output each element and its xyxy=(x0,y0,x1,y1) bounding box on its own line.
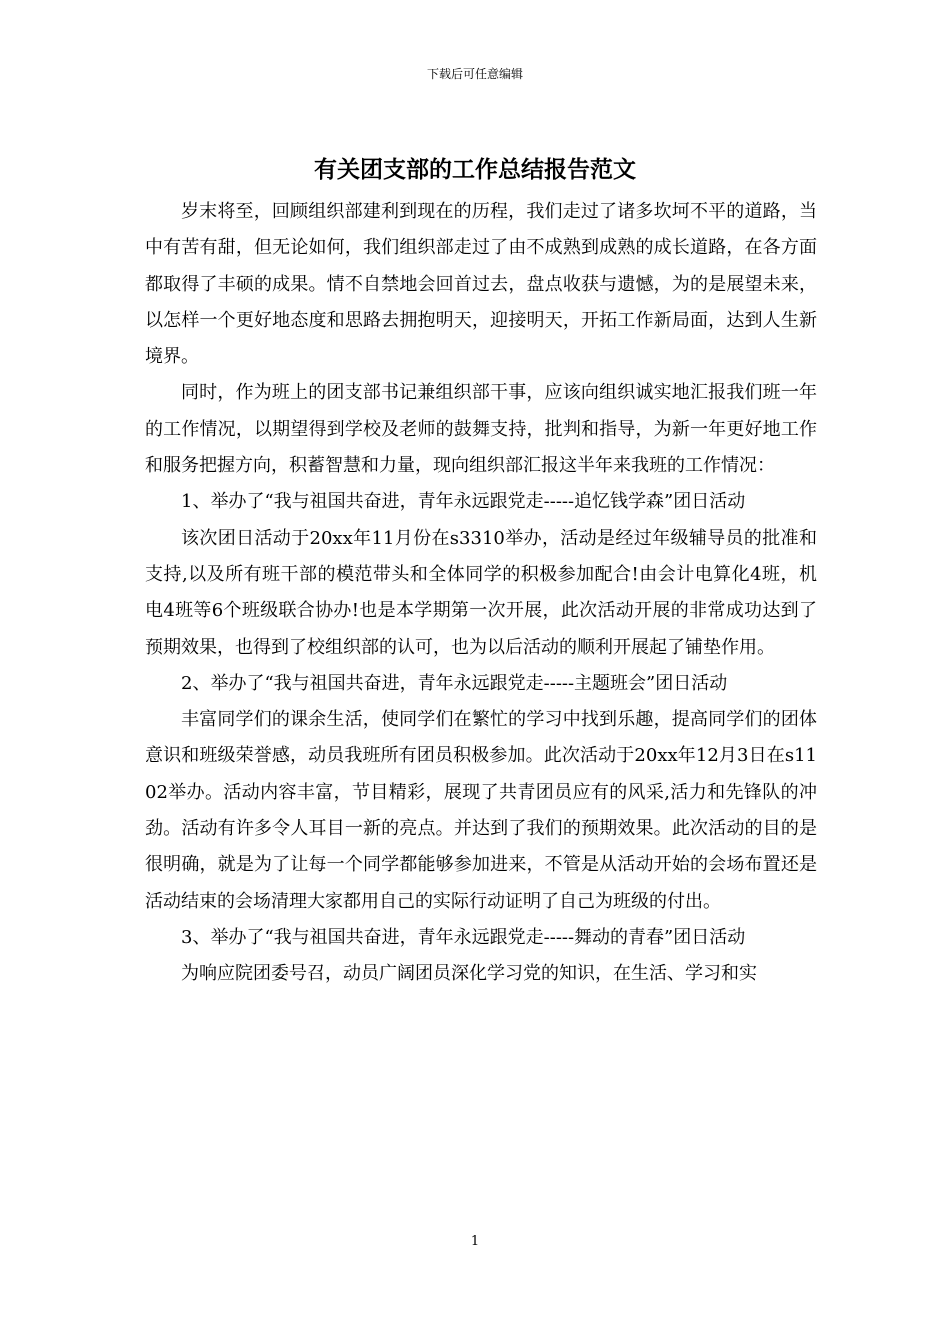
paragraph-item-3-heading: 3、举办了“我与祖国共奋进，青年永远跟党走-----舞动的青春”团日活动 xyxy=(181,926,746,948)
document-body xyxy=(145,194,817,993)
paragraph-item-2-detail: 丰富同学们的课余生活，使同学们在繁忙的学习中找到乐趣，提高同学们的团体意识和班级荣誉感，动员我班所有团员积极参加。此次活动于20xx年12月3日在s1102举办。活动内容丰富，节目精彩，展现了共青团员应有的风采,活力和先锋队的冲劲。活动有许多令人耳目一新的亮点。并达到了我们的预期效果。此次活动的目的是很明确，就是为了让每一个同学都能够参加进来，不管是从活动开始的会场布置还是活动结束的会场清理大家都用自己的实际行动证明了自己为班级的付出。 xyxy=(145,709,817,912)
document-title: 有关团支部的工作总结报告范文 xyxy=(314,156,636,183)
page-number: 1 xyxy=(470,1234,480,1249)
paragraph-intro: 岁末将至，回顾组织部建利到现在的历程，我们走过了诸多坎坷不平的道路，当中有苦有甜，但无论如何，我们组织部走过了由不成熟到成熟的成长道路，在各方面都取得了丰硕的成果。情不自禁地会回首过去，盘点收获与遗憾，为的是展望未来，以怎样一个更好地态度和思路去拥抱明天，迎接明天，开拓工作新局面，达到人生新境界。 xyxy=(145,201,817,368)
paragraph-item-3-detail: 为响应院团委号召，动员广阔团员深化学习党的知识，在生活、学习和实 xyxy=(181,963,757,985)
paragraph-report: 同时，作为班上的团支部书记兼组织部干事，应该向组织诚实地汇报我们班一年的工作情况，以期望得到学校及老师的鼓舞支持，批判和指导，为新一年更好地工作和服务把握方向，积蓄智慧和力量，现向组织部汇报这半年来我班的工作情况： xyxy=(145,382,817,477)
header-note: 下载后可任意编辑 xyxy=(426,67,523,81)
paragraph-item-1-detail: 该次团日活动于20xx年11月份在s3310举办，活动是经过年级辅导员的批准和支持,以及所有班干部的模范带头和全体同学的积极参加配合!由会计电算化4班，机电4班等6个班级联合协办!也是本学期第一次开展，此次活动开展的非常成功达到了预期效果，也得到了校组织部的认可，也为以后活动的顺利开展起了铺垫作用。 xyxy=(145,527,817,658)
paragraph-item-1-heading: 1、举办了“我与祖国共奋进，青年永远跟党走-----追忆钱学森”团日活动 xyxy=(181,491,746,513)
paragraph-item-2-heading: 2、举办了“我与祖国共奋进，青年永远跟党走-----主题班会”团日活动 xyxy=(181,672,728,694)
